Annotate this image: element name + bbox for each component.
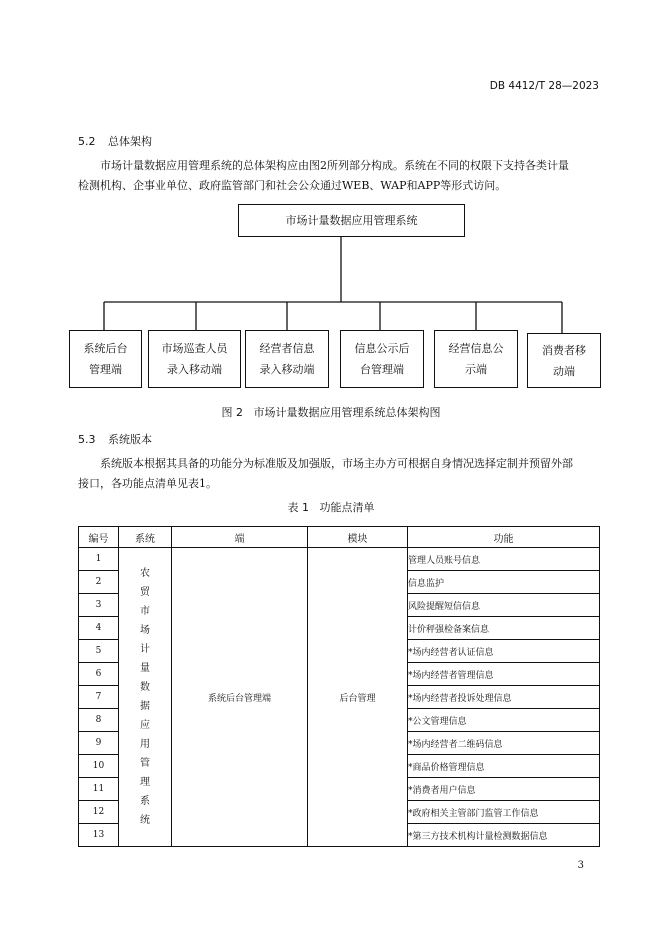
section-5-2-para-line1: 市场计量数据应用管理系统的总体架构应由图2所列部分构成。系统在不同的权限下支持各类计量: [100, 159, 569, 172]
diagram-root-label: 市场计量数据应用管理系统: [285, 214, 418, 227]
diagram-child-line1: 信息公示后: [354, 342, 410, 355]
diagram-child-box: [434, 330, 518, 388]
function-cell: 管理人员账号信息: [408, 548, 600, 571]
header-cell: 模块: [308, 527, 408, 548]
diagram-child-line2: 示端: [465, 363, 487, 376]
row-number: 3: [79, 594, 119, 617]
function-cell: *第三方技术机构计量检测数据信息: [408, 824, 600, 847]
table-caption: 表 1 功能点清单: [287, 501, 375, 514]
diagram-child-box: [340, 330, 424, 388]
row-number: 11: [79, 778, 119, 801]
diagram-child-box: [148, 330, 241, 388]
diagram-child-line1: 市场巡查人员: [161, 342, 228, 355]
header-cell: 编号: [79, 527, 119, 548]
section-title: 总体架构: [108, 135, 152, 148]
diagram-child-line2: 录入移动端: [259, 363, 315, 376]
figure-caption: 图 2 市场计量数据应用管理系统总体架构图: [221, 406, 441, 419]
diagram-root-box: [238, 204, 465, 237]
diagram-child-box: [527, 333, 601, 388]
function-cell: *消费者用户信息: [408, 778, 600, 801]
diagram-child-line2: 台管理端: [360, 363, 404, 376]
row-number: 1: [79, 548, 119, 571]
function-cell: *场内经营者投诉处理信息: [408, 686, 600, 709]
row-number: 9: [79, 732, 119, 755]
end-cell: 系统后台管理端: [172, 548, 308, 847]
function-cell: *公文管理信息: [408, 709, 600, 732]
function-cell: *政府相关主管部门监管工作信息: [408, 801, 600, 824]
section-title: 系统版本: [108, 433, 152, 446]
page-number: 3: [577, 860, 584, 871]
system-cell: [119, 548, 172, 847]
diagram-child-box: [245, 330, 329, 388]
row-number: 6: [79, 663, 119, 686]
diagram-child-line2: 管理端: [89, 363, 122, 376]
header-cell: 系统: [119, 527, 172, 548]
row-number: 7: [79, 686, 119, 709]
diagram-child-line1: 系统后台: [83, 342, 128, 355]
row-number: 4: [79, 617, 119, 640]
diagram-child-line1: 消费者移: [542, 343, 586, 357]
system-label: 农贸市场计量数据应用管理系统: [140, 568, 150, 826]
section-5-3-para-line2: 接口，各功能点清单见表1。: [78, 477, 217, 490]
function-cell: *商品价格管理信息: [408, 755, 600, 778]
row-number: 2: [79, 571, 119, 594]
diagram-child-line1: 经营者信息: [259, 342, 315, 355]
row-number: 13: [79, 824, 119, 847]
function-cell: *场内经营者认证信息: [408, 640, 600, 663]
document-id: DB 4412/T 28—2023: [489, 80, 599, 92]
row-number: 12: [79, 801, 119, 824]
section-5-2-para-line2: 检测机构、企事业单位、政府监管部门和社会公众通过WEB、WAP和APP等形式访问。: [78, 179, 507, 192]
diagram-child-line2: 动端: [553, 364, 575, 378]
section-5-3-heading: [78, 431, 152, 447]
function-cell: 风险提醒短信信息: [408, 594, 600, 617]
diagram-child-box: [69, 330, 142, 388]
function-cell: 计价秤强检备案信息: [408, 617, 600, 640]
function-table: [78, 526, 600, 847]
diagram-child-line2: 录入移动端: [167, 363, 222, 376]
function-cell: 信息监护: [408, 571, 600, 594]
function-cell: *场内经营者管理信息: [408, 663, 600, 686]
module-cell: 后台管理: [308, 548, 408, 847]
row-number: 10: [79, 755, 119, 778]
function-cell: *场内经营者二维码信息: [408, 732, 600, 755]
section-number: 5.2: [78, 135, 96, 148]
row-number: 5: [79, 640, 119, 663]
table-header-row: [79, 527, 600, 548]
section-number: 5.3: [78, 433, 96, 446]
header-cell: 端: [172, 527, 308, 548]
row-number: 8: [79, 709, 119, 732]
table-row: [79, 548, 600, 571]
header-cell: 功能: [408, 527, 600, 548]
diagram-child-line1: 经营信息公: [448, 342, 504, 355]
section-5-3-para-line1: 系统版本根据其具备的功能分为标准版及加强版，市场主办方可根据自身情况选择定制并预留外部: [100, 457, 573, 470]
